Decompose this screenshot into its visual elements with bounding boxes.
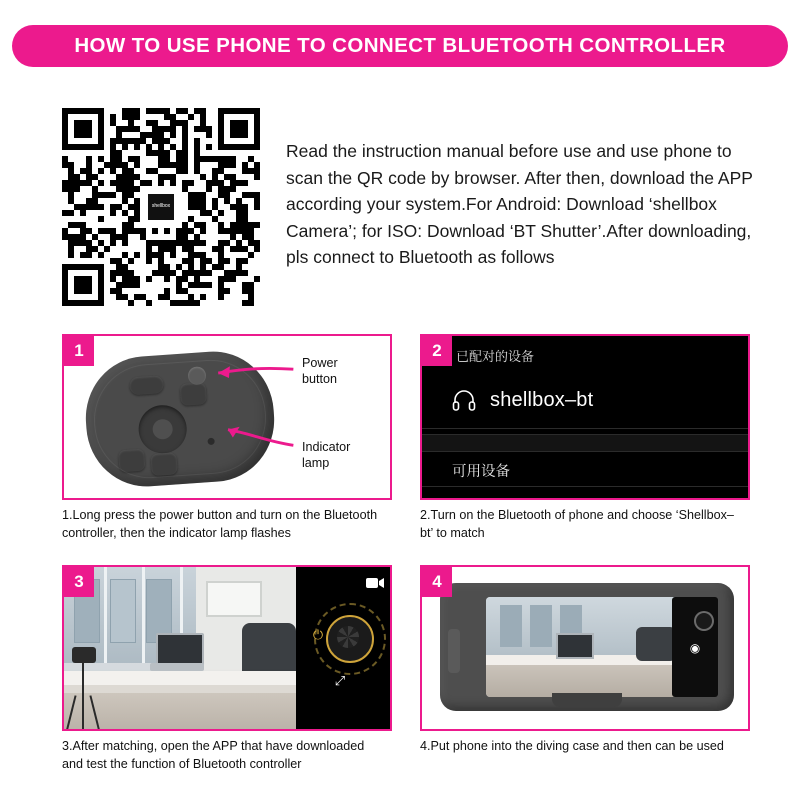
remote-body — [82, 348, 279, 491]
paired-devices-title: 已配对的设备 — [456, 349, 535, 364]
step-4-badge: 4 — [422, 567, 452, 597]
remote-button-lower-mid — [150, 452, 177, 476]
remote-dpad — [137, 404, 188, 455]
power-button-label: Power button — [302, 356, 338, 386]
step-4 — [420, 565, 750, 774]
remote-button-top-right — [180, 382, 207, 406]
case-strap — [552, 693, 622, 707]
office-building-2 — [110, 579, 136, 643]
remote-button-top-left — [129, 375, 164, 395]
step-2-caption: 2.Turn on the Bluetooth of phone and choose ‘Shellbox–bt’ to match — [420, 508, 734, 540]
whiteboard — [206, 581, 262, 617]
window-mullion-2 — [142, 567, 145, 663]
step-1-figure — [62, 334, 392, 500]
office-floor — [64, 693, 296, 729]
window-mullion-1 — [104, 567, 107, 663]
shutter-icon: ◉ — [689, 640, 701, 655]
office-desk — [64, 671, 296, 685]
step-2-badge: 2 — [422, 336, 452, 366]
case-window — [486, 597, 686, 697]
case-building-1 — [500, 605, 522, 647]
step-1-caption: 1.Long press the power button and turn on the Bluetooth controller, then the indicator lamp flashes — [62, 508, 378, 540]
video-camera-icon[interactable] — [366, 576, 384, 588]
diving-case-body — [440, 583, 734, 711]
qr-center-logo-label: shellbox — [148, 194, 174, 220]
case-latch — [448, 629, 460, 673]
qr-code — [62, 108, 260, 306]
step-3-figure — [62, 565, 392, 731]
case-phone-screen-panel — [672, 597, 718, 697]
remote-illustration — [64, 336, 390, 498]
case-building-2 — [530, 605, 552, 647]
case-camera-lens — [696, 613, 712, 629]
office-desk-edge — [64, 685, 296, 693]
remote-dpad-center — [152, 419, 173, 440]
indicator-lamp-label: Indicator lamp — [302, 440, 351, 470]
steps-grid — [62, 334, 752, 774]
expand-icon[interactable]: ⤢ — [334, 672, 346, 688]
case-chair — [636, 627, 676, 661]
paired-device-name: shellbox–bt — [490, 388, 594, 411]
section-separator — [422, 434, 748, 452]
steps-row-gap — [62, 543, 752, 565]
laptop-base — [150, 663, 204, 671]
step-2 — [420, 334, 750, 543]
step-3-badge: 3 — [64, 567, 94, 597]
page-header — [12, 25, 788, 67]
intro-section — [62, 108, 762, 308]
paired-device-row[interactable] — [422, 372, 748, 429]
steps-row-1 — [62, 334, 752, 543]
power-icon[interactable]: ⏻ — [312, 626, 324, 642]
available-devices-divider — [422, 486, 748, 487]
case-floor — [486, 665, 686, 697]
remote-power-button — [187, 366, 206, 385]
page-title: HOW TO USE PHONE TO CONNECT BLUETOOTH CONTROLLER — [74, 34, 726, 57]
headset-icon — [452, 389, 476, 411]
tripod-column — [82, 659, 84, 729]
intro-text: Read the instruction manual before use and use phone to scan the QR code by browser. After then, download the APP according your system.For Android: Download ‘shellbox Camera’; for ISO: Download ‘BT Shutter’.After downloading, pls connect to Bluetooth as follows — [286, 141, 753, 268]
qr-center-logo — [144, 190, 178, 224]
step-3-caption: 3.After matching, open the APP that have downloaded and test the function of Bluetooth controller — [62, 738, 365, 771]
camera-on-tripod — [72, 647, 96, 663]
step-1-badge: 1 — [64, 336, 94, 366]
step-4-caption: 4.Put phone into the diving case and then can be used — [420, 738, 724, 753]
remote-button-lower-left — [118, 449, 145, 473]
bluetooth-settings-screen — [422, 336, 748, 498]
camera-app-panel — [296, 567, 392, 729]
step-4-figure — [420, 565, 750, 731]
steps-row-2 — [62, 565, 752, 774]
case-laptop — [556, 633, 594, 659]
office-photo — [64, 567, 296, 729]
step-3 — [62, 565, 392, 774]
diving-case-illustration — [422, 567, 748, 729]
shutter-button[interactable] — [326, 615, 374, 663]
remote-indicator-lamp — [207, 438, 214, 445]
step-2-figure — [420, 334, 750, 500]
available-devices-title: 可用设备 — [452, 464, 510, 480]
step-1 — [62, 334, 392, 543]
